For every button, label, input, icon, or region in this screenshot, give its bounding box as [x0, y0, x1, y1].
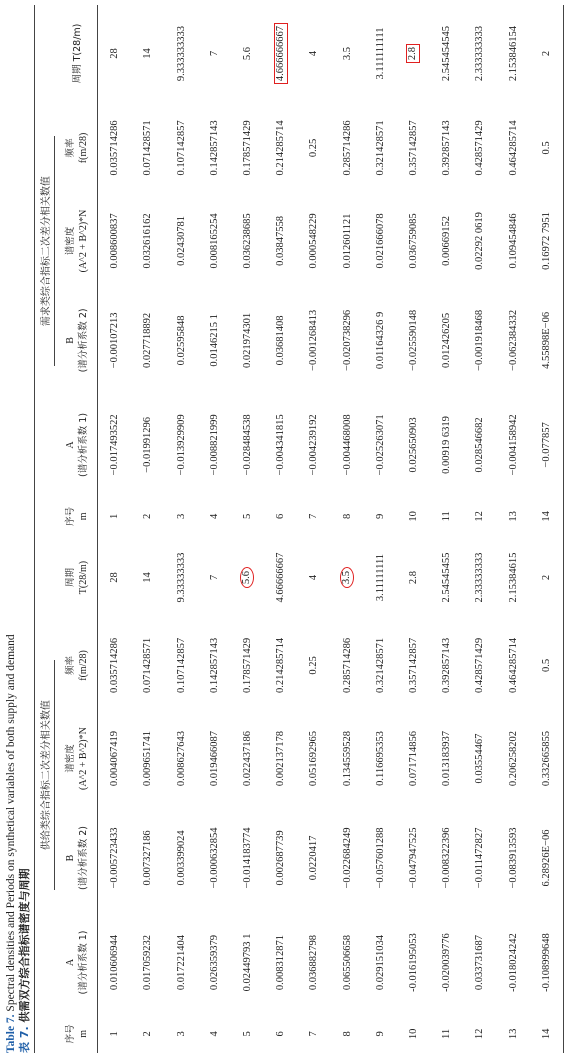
demand-index-cell: 12: [474, 511, 486, 522]
demand-density-cell: 0.000548229: [308, 213, 320, 269]
supply-b-cell: −0.008322396: [441, 827, 453, 889]
demand-period-cell: 3.111111111: [374, 27, 386, 80]
supply-period-cell: 3.11111111: [374, 553, 386, 602]
demand-a-cell: −0.017493522: [109, 414, 121, 476]
supply-density-cell: 0.019466087: [208, 730, 220, 787]
supply-period-cell-highlighted: 3.5: [330, 535, 363, 619]
demand-b-cell: 0.027718892: [142, 312, 154, 368]
col-header-supply-a: A (谱分析系数 1): [57, 910, 98, 1015]
row-index: 6: [275, 1031, 287, 1037]
supply-a-cell: 0.036882798: [308, 934, 320, 991]
row-index: 3: [175, 1031, 187, 1037]
supply-a-cell: 0.033731687: [474, 934, 486, 991]
table-row: [430, 5, 463, 1053]
supply-density-cell: 0.134559528: [341, 730, 353, 787]
demand-b-cell: 0.021974301: [241, 312, 253, 368]
table-row: [364, 5, 397, 1053]
supply-period-cell: 2.8: [407, 570, 419, 585]
supply-freq-cell: 0.214285714: [275, 637, 287, 694]
supply-period-cell: 9.33333333: [175, 552, 187, 603]
demand-a-cell: −0.004341815: [275, 414, 287, 476]
table-row: [231, 5, 264, 1053]
demand-a-cell: −0.004468008: [341, 414, 353, 476]
table-row: [463, 5, 496, 1053]
demand-index-cell: 1: [109, 513, 121, 519]
col-header-demand-m: 序号 m: [57, 497, 98, 535]
demand-period-cell: 2.545454545: [441, 25, 453, 82]
supply-a-cell: -0.016195053: [407, 933, 419, 992]
supply-b-cell: −0.000632854: [208, 827, 220, 889]
demand-b-cell: −0.062384332: [507, 309, 519, 371]
demand-index-cell: 9: [374, 513, 386, 519]
caption-label-cn: 表 7.: [18, 1026, 31, 1053]
supply-freq-cell: 0.5: [530, 620, 564, 712]
supply-a-cell: 0.017221404: [175, 934, 187, 991]
demand-index-cell: 13: [507, 511, 519, 522]
demand-index-cell: 7: [308, 513, 320, 519]
supply-period-cell: 7: [208, 574, 220, 581]
demand-density-cell: 0.03847558: [275, 216, 287, 266]
supply-a-cell: 0.026359379: [208, 934, 220, 991]
demand-b-cell: 4.55898E−06: [530, 288, 564, 393]
col-header-supply-b: B (谱分析系数 2): [57, 806, 98, 911]
demand-index-cell: 4: [208, 513, 220, 519]
supply-density-cell: 0.116695353: [374, 731, 386, 786]
col-header-supply-freq: 频率 f(m/28): [57, 620, 98, 712]
demand-density-cell: 0.021666078: [374, 213, 386, 269]
demand-period-cell: 2.333333333: [474, 25, 486, 82]
table-body: [98, 5, 564, 1053]
demand-period-cell: 2.153846154: [507, 25, 519, 82]
supply-density-cell: 0.004067419: [109, 730, 121, 787]
demand-freq-cell: 0.392857143: [441, 120, 453, 176]
supply-b-cell: −0.005723433: [109, 827, 121, 889]
demand-period-cell: 4: [308, 50, 320, 57]
supply-density-cell: 0.03554467: [474, 733, 486, 784]
row-index: 12: [474, 1028, 486, 1040]
supply-a-cell: 0.010606944: [109, 934, 121, 991]
supply-period-cell: 14: [142, 572, 154, 583]
demand-freq-cell: 0.464285714: [507, 120, 519, 176]
supply-density-cell: 0.013183937: [441, 730, 453, 787]
table-row: [164, 5, 197, 1053]
supply-b-cell: −0.022684249: [341, 827, 353, 889]
demand-density-cell: 0.036238685: [241, 213, 253, 269]
supply-a-cell: 0.029151034: [374, 934, 386, 991]
demand-freq-cell: 0.321428571: [374, 120, 386, 176]
group-header-supply: 供给类综合指标二次差分相关数值: [35, 535, 58, 1014]
supply-freq-cell: 0.357142857: [407, 637, 419, 694]
demand-a-cell: −0.008821999: [208, 414, 220, 476]
supply-density-cell: 0.008627643: [175, 730, 187, 787]
demand-freq-cell: 0.142857143: [208, 120, 220, 176]
demand-period-cell: 2: [530, 5, 564, 102]
supply-period-cell: 4: [308, 574, 320, 581]
demand-freq-cell: 0.107142857: [175, 120, 187, 176]
supply-a-cell: 0.008312871: [275, 934, 287, 991]
demand-density-cell: 0.012601121: [341, 213, 353, 269]
supply-freq-cell: 0.285714286: [341, 637, 353, 694]
supply-a-cell: 0.017059232: [142, 934, 154, 991]
table-row: [397, 5, 430, 1053]
demand-period-cell: 9.333333333: [175, 25, 187, 82]
demand-a-cell: −0.013929909: [175, 414, 187, 476]
caption-label: Table 7.: [5, 1014, 17, 1053]
col-header-demand-freq: 频率 f(m/28): [57, 102, 98, 194]
supply-period-cell-highlighted: 5.6: [231, 535, 264, 619]
row-index: 5: [241, 1031, 253, 1037]
demand-period-cell: 14: [142, 48, 154, 59]
caption-chinese: [18, 634, 32, 1053]
supply-period-cell: 28: [109, 572, 121, 583]
demand-a-cell: −0.004239192: [308, 414, 320, 476]
demand-a-cell: 0.028546682: [474, 417, 486, 473]
row-index: 2: [142, 1031, 154, 1037]
demand-a-cell: −0.028484538: [241, 414, 253, 476]
demand-a-cell: −0.01991296: [142, 417, 154, 473]
supply-freq-cell: 0.428571429: [474, 637, 486, 694]
supply-freq-cell: 0.464285714: [507, 637, 519, 694]
demand-period-cell: 5.6: [241, 46, 253, 61]
demand-freq-cell: 0.178571429: [241, 120, 253, 176]
table-row: [530, 5, 564, 1053]
supply-a-cell: -0.108999648: [530, 910, 564, 1015]
row-index: 14: [530, 1015, 564, 1053]
supply-freq-cell: 0.178571429: [241, 637, 253, 694]
caption-title-en: Spectral densities and Periods on synthetical variables of both supply and demand: [5, 634, 17, 1012]
supply-b-cell: −0.011472827: [474, 827, 486, 889]
demand-period-cell: 7: [208, 50, 220, 57]
demand-density-cell: 0.008165254: [208, 213, 220, 269]
demand-freq-cell: 0.357142857: [407, 120, 419, 176]
caption-english: [4, 634, 18, 1053]
col-header-supply-period: 周期 T(28/m): [57, 535, 98, 619]
row-index: 13: [507, 1028, 519, 1040]
supply-density-cell: 0.009651741: [142, 730, 154, 787]
table-row: [330, 5, 363, 1053]
caption-title-cn: 供需双方综合指标谱密度与周期: [18, 868, 31, 1023]
demand-b-cell: −0.00107213: [109, 312, 121, 369]
col-header-demand-density: 谱密度 (A^2 + B^2)*N: [57, 194, 98, 288]
col-header-supply-density: 谱密度 (A^2 + B^2)*N: [57, 711, 98, 805]
supply-a-cell: -0.020039776: [441, 933, 453, 992]
demand-freq-cell: 0.035714286: [109, 120, 121, 176]
supply-b-cell: 6.28926E−06: [530, 806, 564, 911]
demand-index-cell: 2: [142, 513, 154, 519]
row-index: 4: [208, 1031, 220, 1037]
demand-b-cell: 0.01164326 9: [374, 311, 386, 370]
demand-freq-cell: 0.071428571: [142, 120, 154, 176]
row-index: 11: [441, 1028, 453, 1039]
supply-b-cell: −0.083913593: [507, 827, 519, 889]
row-index: 8: [341, 1031, 353, 1037]
supply-period-cell: 2.54545455: [441, 552, 453, 603]
supply-density-cell: 0.022437186: [241, 730, 253, 787]
supply-b-cell: −0.057601288: [374, 827, 386, 889]
supply-freq-cell: 0.142857143: [208, 637, 220, 694]
demand-b-cell: 0.03681408: [275, 315, 287, 366]
demand-density-cell: 0.02430781: [175, 216, 187, 266]
supply-b-cell: −0.014183774: [241, 827, 253, 889]
column-header-row: [57, 5, 98, 1053]
table-row: [496, 5, 529, 1053]
demand-a-cell: 0.025650903: [407, 417, 419, 473]
demand-a-cell: −0.025263071: [374, 414, 386, 476]
supply-density-cell: 0.051692965: [308, 730, 320, 787]
supply-b-cell: 0.0220417: [308, 835, 320, 881]
supply-density-cell: 0.071714856: [407, 730, 419, 787]
demand-b-cell: −0.001918468: [474, 309, 486, 371]
demand-index-cell: 3: [175, 513, 187, 519]
demand-index-cell: 5: [241, 513, 253, 519]
spectral-table: [34, 5, 564, 1053]
demand-density-cell: 0.036759085: [407, 213, 419, 269]
demand-index-cell: 6: [275, 513, 287, 519]
col-header-demand-b: B (谱分析系数 2): [57, 288, 98, 393]
supply-b-cell: 0.007327186: [142, 830, 154, 886]
col-header-m: 序号 m: [57, 1015, 98, 1053]
supply-period-cell: 2.33333333: [474, 552, 486, 603]
demand-freq-cell: 0.5: [530, 102, 564, 194]
demand-density-cell: 0.109454846: [507, 213, 519, 269]
row-index: 7: [308, 1031, 320, 1037]
table-row: [198, 5, 231, 1053]
demand-freq-cell: 0.428571429: [474, 120, 486, 176]
table-caption: [4, 634, 32, 1053]
demand-index-cell: 10: [407, 511, 419, 522]
supply-freq-cell: 0.25: [308, 656, 320, 675]
supply-freq-cell: 0.392857143: [441, 637, 453, 694]
demand-b-cell: 0.012426205: [441, 312, 453, 368]
demand-period-cell: 28: [109, 48, 121, 59]
table-row: [131, 5, 164, 1053]
demand-index-cell: 8: [341, 513, 353, 519]
demand-density-cell: 0.032616162: [142, 213, 154, 269]
supply-density-cell: 0.332665855: [530, 711, 564, 805]
supply-b-cell: 0.003399024: [175, 830, 187, 886]
supply-freq-cell: 0.071428571: [142, 637, 154, 694]
demand-freq-cell: 0.285714286: [341, 120, 353, 176]
demand-b-cell: 0.0146215 1: [208, 314, 220, 367]
demand-b-cell: −0.001268413: [308, 309, 320, 371]
supply-period-cell: 2: [530, 535, 564, 619]
row-index: 9: [374, 1031, 386, 1037]
supply-a-cell: 0.02449793 1: [241, 933, 253, 992]
demand-freq-cell: 0.214285714: [275, 120, 287, 176]
demand-density-cell: 0.00669152: [441, 216, 453, 266]
supply-b-cell: −0.047947525: [407, 827, 419, 889]
col-header-demand-a: A (谱分析系数 1): [57, 393, 98, 498]
demand-period-cell: 3.5: [341, 46, 353, 61]
demand-index-cell: 11: [441, 511, 453, 522]
demand-density-cell: 0.16972 7951: [530, 194, 564, 288]
demand-a-cell: −0.077857: [530, 393, 564, 498]
row-index: 1: [109, 1031, 121, 1037]
table-row: [297, 5, 330, 1053]
table-row: [98, 5, 132, 1053]
supply-freq-cell: 0.107142857: [175, 637, 187, 694]
supply-density-cell: 0.002137178: [275, 730, 287, 787]
group-header-demand: 需求类综合指标二次差分相关数值: [35, 5, 58, 497]
col-header-demand-period: 周期 T(28/m): [57, 5, 98, 102]
supply-freq-cell: 0.035714286: [109, 637, 121, 694]
demand-b-cell: −0.020738296: [341, 309, 353, 371]
demand-period-cell-highlighted: 4.666666667: [264, 5, 297, 102]
demand-period-cell-highlighted: 2.8: [397, 5, 430, 102]
group-header-row: [35, 5, 58, 1053]
demand-freq-cell: 0.25: [308, 138, 320, 158]
supply-a-cell: -0.018024242: [507, 933, 519, 992]
demand-b-cell: −0.025590148: [407, 309, 419, 371]
supply-period-cell: 2.15384615: [507, 552, 519, 603]
row-index: 10: [407, 1028, 419, 1040]
demand-a-cell: −0.004158942: [507, 414, 519, 476]
supply-period-cell: 4.66666667: [275, 552, 287, 603]
demand-density-cell: 0.008600837: [109, 213, 121, 269]
supply-density-cell: 0.206258202: [507, 730, 519, 787]
table-row: [264, 5, 297, 1053]
demand-density-cell: 0.02292 0619: [474, 212, 486, 270]
supply-b-cell: 0.002687739: [275, 830, 287, 886]
demand-index-cell: 14: [530, 497, 564, 535]
demand-a-cell: 0.00919 6319: [441, 416, 453, 474]
supply-a-cell: 0.065506658: [341, 934, 353, 991]
demand-b-cell: 0.02595848: [175, 315, 187, 366]
supply-freq-cell: 0.321428571: [374, 637, 386, 694]
